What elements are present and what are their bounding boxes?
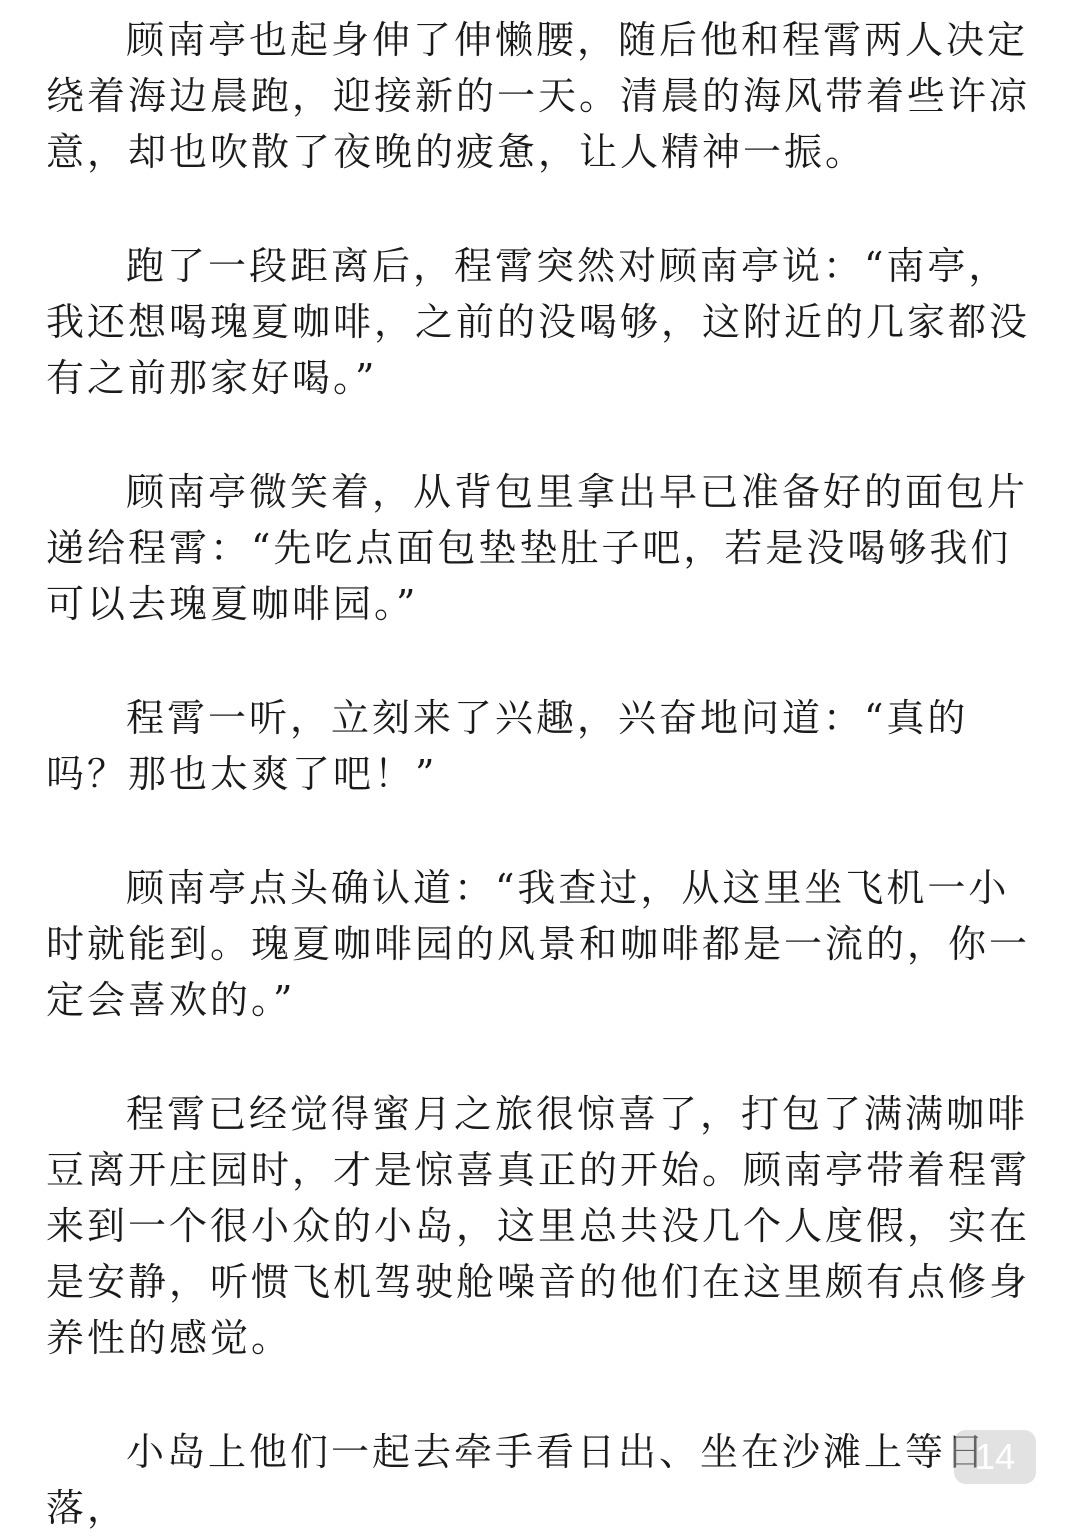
paragraph: 顾南亭点头确认道：“我查过，从这里坐飞机一小时就能到。瑰夏咖啡园的风景和咖啡都是一流的，你一定会喜欢的。” bbox=[46, 866, 1031, 1022]
paragraph: 顾南亭也起身伸了伸懒腰，随后他和程霄两人决定绕着海边晨跑，迎接新的一天。清晨的海风带着些许凉意，却也吹散了夜晚的疲惫，让人精神一振。 bbox=[46, 18, 1031, 174]
paragraph: 小岛上他们一起去牵手看日出、坐在沙滩上等日落， bbox=[46, 1430, 988, 1530]
paragraph: 程霄已经觉得蜜月之旅很惊喜了，打包了满满咖啡豆离开庄园时，才是惊喜真正的开始。顾南亭带着程霄来到一个很小众的小岛，这里总共没几个人度假，实在是安静，听惯飞机驾驶舱噪音的他们在这里颇有点修身养性的感觉。 bbox=[46, 1092, 1031, 1360]
paragraph: 程霄一听，立刻来了兴趣，兴奋地问道：“真的吗？那也太爽了吧！” bbox=[46, 696, 969, 796]
paragraph: 顾南亭微笑着，从背包里拿出早已准备好的面包片递给程霄：“先吃点面包垫垫肚子吧，若是没喝够我们可以去瑰夏咖啡园。” bbox=[46, 470, 1029, 626]
paragraph: 跑了一段距离后，程霄突然对顾南亭说：“南亭，我还想喝瑰夏咖啡，之前的没喝够，这附近的几家都没有之前那家好喝。” bbox=[46, 244, 1031, 400]
page-number-badge[interactable]: 14 bbox=[954, 1430, 1036, 1484]
